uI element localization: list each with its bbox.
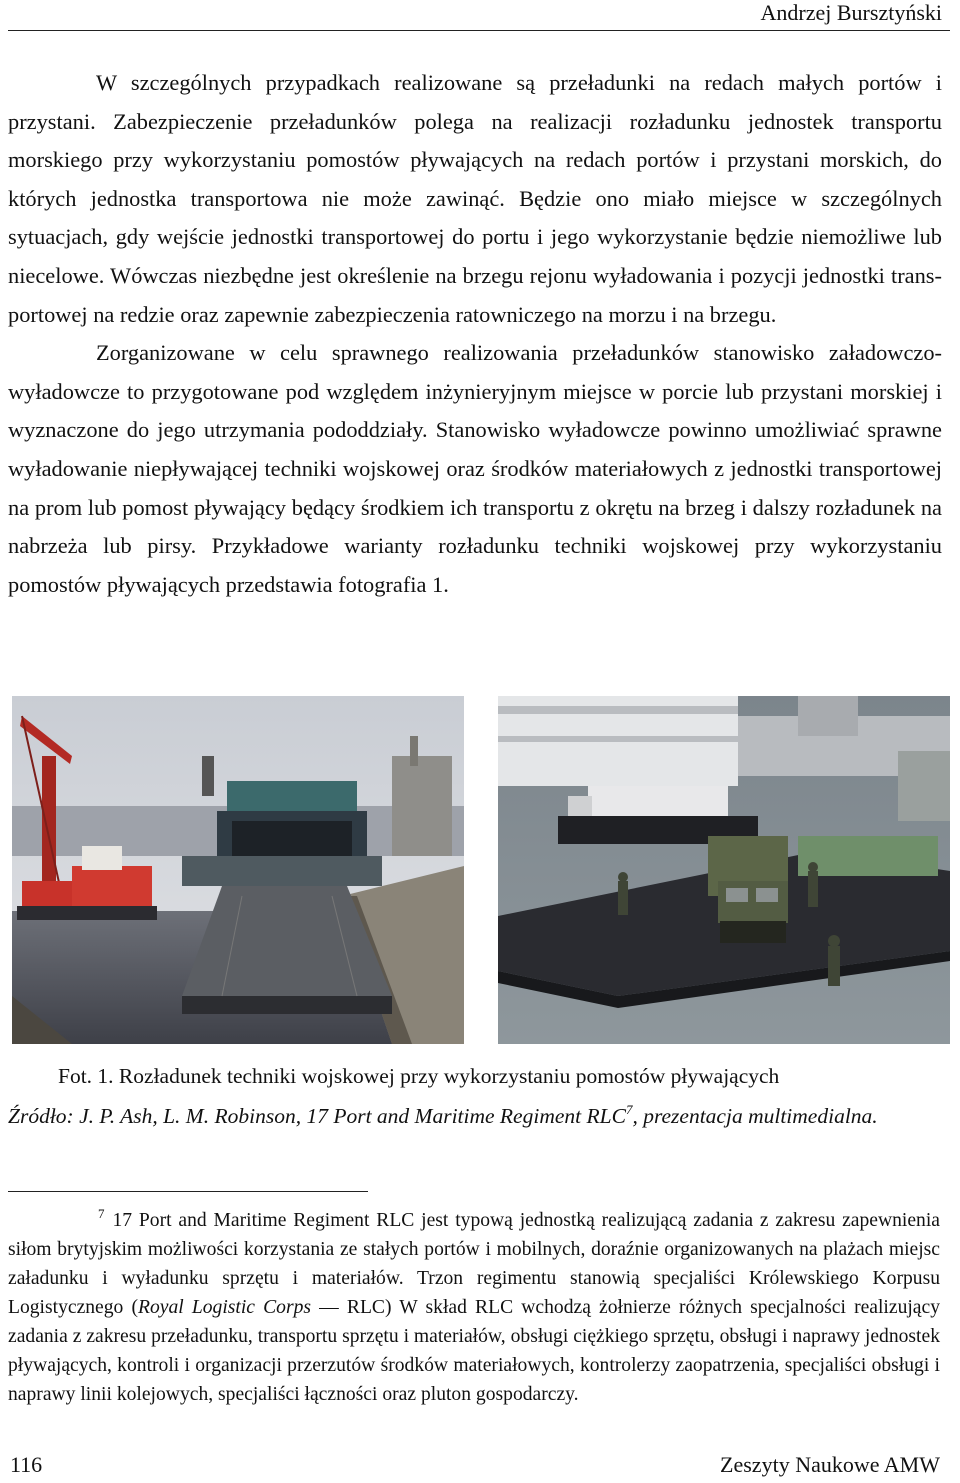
figure-source: [8, 1100, 942, 1133]
footnote-separator: [8, 1191, 368, 1192]
journal-title: Zeszyty Naukowe AMW: [720, 1452, 940, 1477]
footnote-text-a: 17 Port and Maritime Regiment RLC jest typową jednostką realizującą zadania z zakresu zapewnienia siłom brytyjskim możliwości korzystania ze stałych portów i mobilnych, doraźnie organizowanych na plażach miejsc załadunku i wyładunku sprzętu i materiałów. Trzon regimentu stanowią specjaliści Królewskiego Korpusu Logistycznego (: [8, 1210, 940, 1318]
footnote-number: 7: [98, 1206, 105, 1221]
body-text: [8, 64, 942, 604]
paragraph-1: W szczególnych przypadkach realizowane są przeładunki na redach małych portów i przystani. Zabezpieczenie przeładunków polega na realizacji rozładunku jednostek transportu morskiego przy wykorzystaniu pomostów pływających na redach portów i przystani morskich, do których jednostka transportowa nie może zawinąć. Będzie ono miało miejsce w szczególnych sytuacjach, gdy wejście jednostki transportowej do portu i jego wykorzystanie będzie niemożliwe lub niecelowe. Wówczas niezbędne jest określenie na brzegu rejonu wyładowania i pozycji jednostki transportowej na redzie oraz zapewnie zabezpieczenia ratowniczego na morzu i na brzegu.: [8, 70, 942, 327]
running-header-author: Andrzej Bursztyński: [760, 0, 942, 25]
footnote-text-italic: Royal Logistic Corps: [138, 1297, 312, 1318]
photo-truck-on-pontoon: [498, 696, 950, 1044]
footnote-text-b: — RLC) W skład RLC wchodzą żołnierze różnych specjalności realizujący zadania z zakresu przeładunku, transportu sprzętu i materiałów, obsługi ciężkiego sprzętu, obsługi i naprawy jednostek pływających, kontroli i organizacji przerzutów środków materiałowych, kontrolerzy zaopatrzenia, specjaliści obsługi i naprawy linii kolejowych, specjaliści łączności oraz pluton gospodarczy.: [8, 1297, 940, 1405]
figure-caption: Fot. 1. Rozładunek techniki wojskowej przy wykorzystaniu pomostów pływających: [58, 1064, 780, 1088]
footnote-paragraph: [8, 1206, 940, 1409]
source-text: Źródło: J. P. Ash, L. M. Robinson, 17 Port and Maritime Regiment RLC: [8, 1104, 626, 1128]
photo-ship-unloading: [12, 696, 464, 1044]
source-text-end: , prezentacja multimedialna.: [632, 1104, 878, 1128]
header-rule: [8, 30, 950, 31]
page-number: 116: [10, 1452, 43, 1477]
figure-photos: [12, 696, 950, 1044]
paragraph-2: Zorganizowane w celu sprawnego realizowania przeładunków stanowisko załadowczo-wyładowcze to przygotowane pod względem inżynieryjnym miejsce w porcie lub przystani morskiej i wyznaczone do jego utrzymania pododdziały. Stanowisko wyładowcze powinno umożliwiać sprawne wyładowanie niepływającej techniki wojskowej oraz środków materiałowych z jednostki transportowej na prom lub pomost pływający będący środkiem ich transportu z okrętu na brzeg i dalszy rozładunek na nabrzeża lub pirsy. Przykładowe warianty rozładunku techniki wojskowej przy wykorzystaniu pomostów pływających przedstawia fotografia 1.: [8, 340, 942, 597]
footnote-7: [8, 1206, 940, 1409]
source-footnote-ref[interactable]: 7: [625, 1102, 633, 1117]
